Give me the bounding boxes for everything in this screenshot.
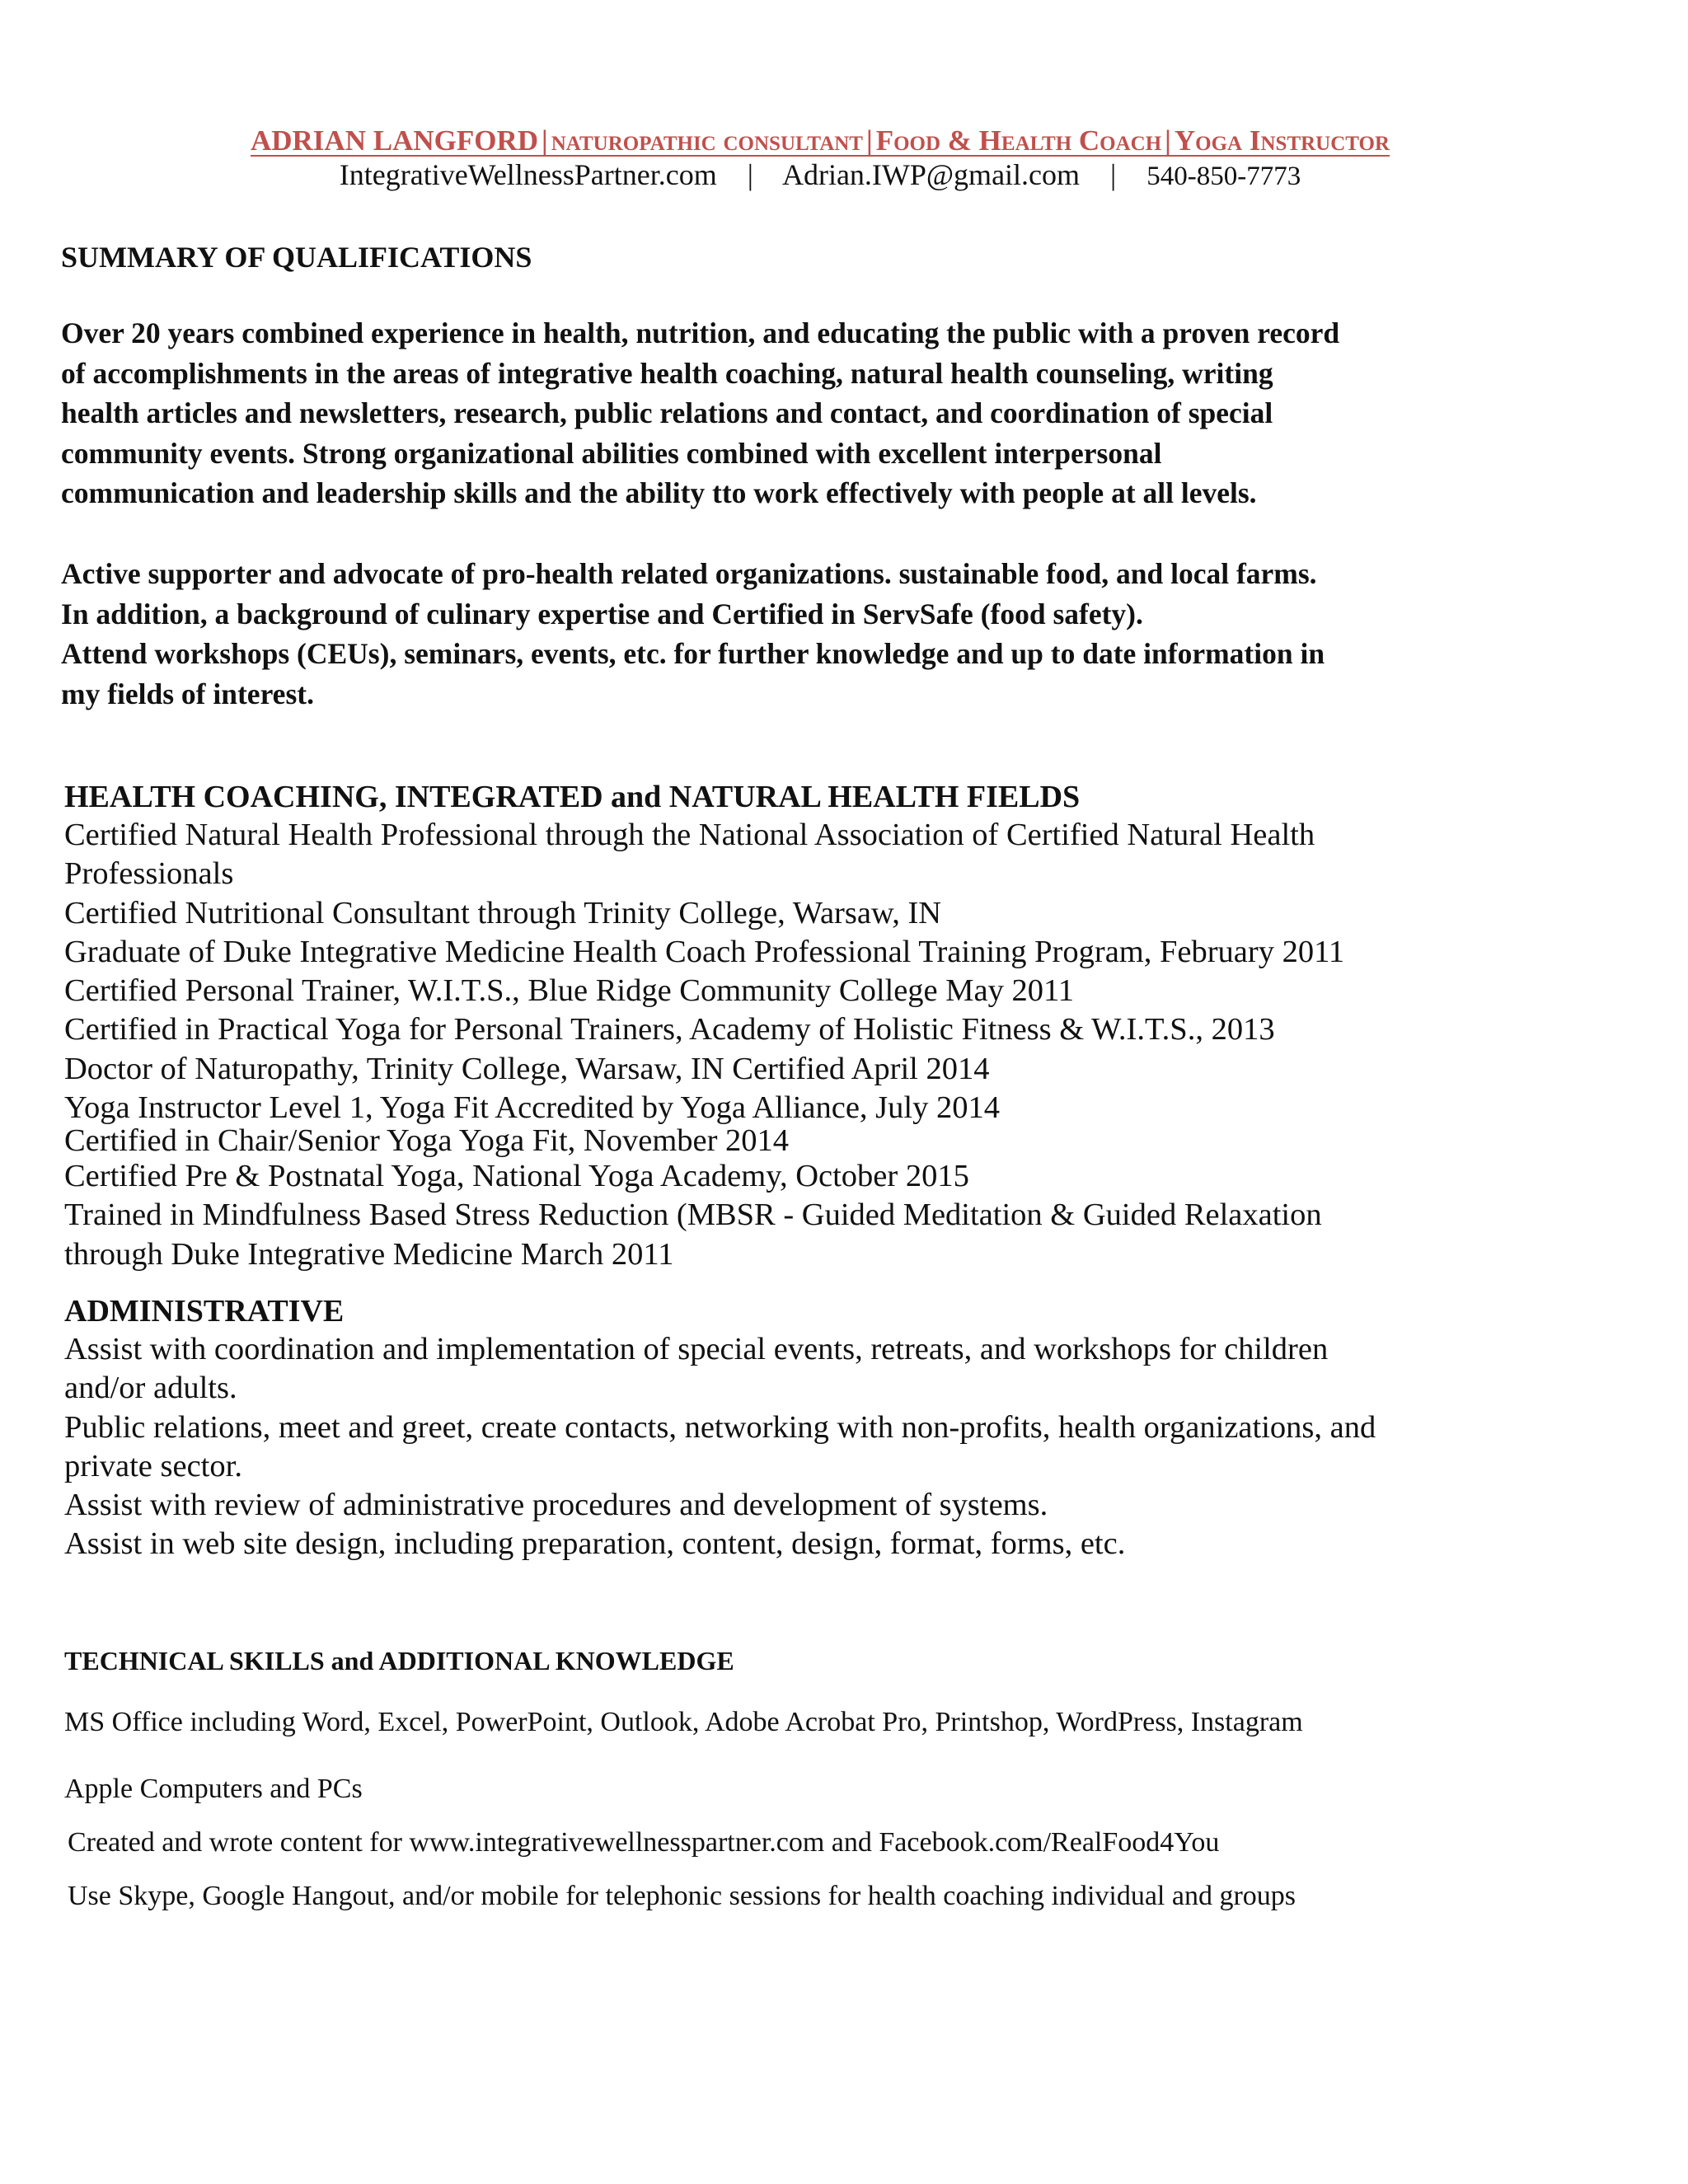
summary-line: In addition, a background of culinary expertise and Certified in ServSafe (food safety). — [61, 597, 1143, 630]
health-line: Certified in Practical Yoga for Personal Trainers, Academy of Holistic Fitness & W.I.T.S., 2013 — [64, 1012, 1275, 1047]
administrative-line: Assist with review of administrative procedures and development of systems. — [64, 1488, 1048, 1523]
administrative-line: Assist with coordination and implementation of special events, retreats, and workshops for children — [64, 1332, 1329, 1366]
health-line: Certified Natural Health Professional through the National Association of Certified Natural Health — [64, 818, 1315, 852]
title-food-health-coach: Food & Health Coach — [875, 124, 1162, 157]
administrative-section-heading: ADMINISTRATIVE — [64, 1294, 345, 1329]
health-section-heading: HEALTH COACHING, INTEGRATED and NATURAL HEALTH FIELDS — [64, 780, 1081, 814]
summary-paragraph-1 — [61, 313, 1339, 513]
health-line: Doctor of Naturopathy, Trinity College, Warsaw, IN Certified April 2014 — [64, 1051, 990, 1086]
administrative-line: private sector. — [64, 1448, 242, 1483]
contact-separator: | — [1110, 158, 1117, 191]
summary-paragraph-2 — [61, 554, 1325, 714]
health-line: Certified Nutritional Consultant through Trinity College, Warsaw, IN — [64, 895, 942, 930]
summary-line: my fields of interest. — [61, 677, 314, 710]
summary-line: community events. Strong organizational abilities combined with excellent interpersonal — [61, 436, 1162, 470]
health-line: Certified in Chair/Senior Yoga Yoga Fit, November 2014 — [64, 1123, 790, 1159]
technical-item: Created and wrote content for www.integrativewellnesspartner.com and Facebook.com/RealFood4You — [68, 1827, 1220, 1858]
health-line: Graduate of Duke Integrative Medicine Health Coach Professional Training Program, February 2011 — [64, 934, 1345, 969]
website-link[interactable]: IntegrativeWellnessPartner.com — [339, 158, 717, 191]
administrative-line: Public relations, meet and greet, create contacts, networking with non-profits, health organizations, and — [64, 1409, 1376, 1445]
phone-number: 540-850-7773 — [1146, 162, 1301, 191]
title-naturopathic-consultant: naturopathic consultant — [551, 124, 863, 157]
email-link[interactable]: Adrian.IWP@gmail.com — [781, 158, 1081, 191]
header-separator: | — [865, 124, 873, 157]
summary-line: of accomplishments in the areas of integrative health coaching, natural health counseling, writing — [61, 356, 1273, 390]
summary-line: Over 20 years combined experience in health, nutrition, and educating the public with a proven record — [61, 316, 1340, 349]
health-line: Professionals — [64, 856, 234, 892]
health-line: through Duke Integrative Medicine March 2011 — [64, 1236, 674, 1272]
technical-section-heading: TECHNICAL SKILLS and ADDITIONAL KNOWLEDGE — [64, 1646, 734, 1675]
technical-item: Use Skype, Google Hangout, and/or mobile for telephonic sessions for health coaching individual and groups — [68, 1881, 1296, 1911]
health-line: Trained in Mindfulness Based Stress Reduction (MBSR - Guided Meditation & Guided Relaxation — [64, 1197, 1322, 1233]
health-line: Yoga Instructor Level 1, Yoga Fit Accredited by Yoga Alliance, July 2014 — [64, 1090, 1000, 1126]
header-separator: | — [542, 124, 548, 157]
administrative-line: Assist in web site design, including preparation, content, design, format, forms, etc. — [64, 1526, 1126, 1562]
health-section-list — [64, 816, 1344, 1274]
summary-line: Active supporter and advocate of pro-health related organizations. sustainable food, and local farms. — [61, 557, 1317, 590]
health-line: Certified Personal Trainer, W.I.T.S., Blue Ridge Community College May 2011 — [64, 973, 1075, 1009]
summary-line: health articles and newsletters, research, public relations and contact, and coordination of special — [61, 396, 1273, 429]
contact-line — [115, 157, 1525, 194]
contact-separator: | — [747, 158, 753, 191]
summary-line: Attend workshops (CEUs), seminars, events, etc. for further knowledge and up to date information in — [61, 637, 1325, 670]
candidate-name: ADRIAN LANGFORD — [250, 124, 539, 157]
title-yoga-instructor: Yoga Instructor — [1174, 124, 1390, 157]
administrative-line: and/or adults. — [64, 1371, 237, 1406]
administrative-section-list — [64, 1330, 1376, 1564]
health-line: Certified Pre & Postnatal Yoga, National Yoga Academy, October 2015 — [64, 1159, 969, 1194]
summary-heading: SUMMARY OF QUALIFICATIONS — [61, 241, 532, 274]
technical-item: Apple Computers and PCs — [64, 1774, 363, 1804]
header-separator: | — [1165, 124, 1171, 157]
technical-item: MS Office including Word, Excel, PowerPoint, Outlook, Adobe Acrobat Pro, Printshop, WordPress, Instagram — [64, 1707, 1303, 1737]
summary-line: communication and leadership skills and the ability tto work effectively with people at all levels. — [61, 476, 1257, 509]
